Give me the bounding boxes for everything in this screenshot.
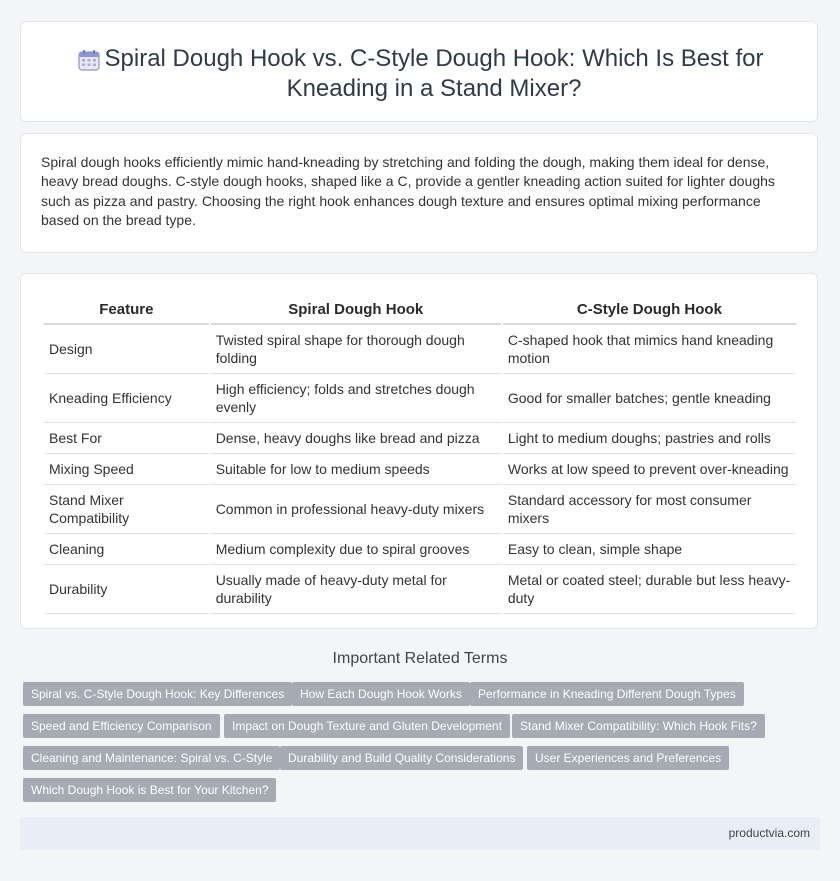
table-cell: Metal or coated steel; durable but less heavy-duty (503, 565, 796, 614)
table-cell: Good for smaller batches; gentle kneading (503, 374, 796, 423)
table-cell: Suitable for low to medium speeds (211, 454, 501, 485)
related-term-tag[interactable]: Which Dough Hook is Best for Your Kitchen? (23, 778, 276, 802)
table-cell: Works at low speed to prevent over-kneading (503, 454, 796, 485)
table-cell: Kneading Efficiency (44, 374, 209, 423)
table-row (44, 325, 796, 374)
table-cell: Design (44, 325, 209, 374)
table-cell: Standard accessory for most consumer mixers (503, 485, 796, 534)
comparison-card (20, 273, 818, 629)
table-cell: Light to medium doughs; pastries and rolls (503, 423, 796, 454)
related-term-tag[interactable]: Performance in Kneading Different Dough Types (470, 682, 744, 706)
table-cell: Twisted spiral shape for thorough dough folding (211, 325, 501, 374)
table-row (44, 454, 796, 485)
related-term-tag[interactable]: User Experiences and Preferences (527, 746, 729, 770)
related-term-tag[interactable]: Cleaning and Maintenance: Spiral vs. C-Style (23, 746, 280, 770)
table-cell: Medium complexity due to spiral grooves (211, 534, 501, 565)
page-title: Spiral Dough Hook vs. C-Style Dough Hook: Which Is Best for Kneading in a Stand Mixer? (104, 45, 764, 102)
footer-site-link[interactable]: productvia.com (728, 826, 810, 840)
column-header: Spiral Dough Hook (211, 295, 501, 325)
related-term-tag[interactable]: Stand Mixer Compatibility: Which Hook Fits? (512, 714, 765, 738)
table-cell: Usually made of heavy-duty metal for durability (211, 565, 501, 614)
table-cell: Mixing Speed (44, 454, 209, 485)
related-term-tag[interactable]: Durability and Build Quality Considerations (280, 746, 523, 770)
table-cell: Easy to clean, simple shape (503, 534, 796, 565)
related-term-tag[interactable]: Impact on Dough Texture and Gluten Development (224, 714, 510, 738)
table-cell: Durability (44, 565, 209, 614)
title-card (20, 21, 818, 122)
table-row (44, 534, 796, 565)
table-cell: Cleaning (44, 534, 209, 565)
table-cell: Stand Mixer Compatibility (44, 485, 209, 534)
related-term-tag[interactable]: How Each Dough Hook Works (292, 682, 470, 706)
table-row (44, 374, 796, 423)
table-header-row (44, 295, 796, 325)
column-header: Feature (44, 295, 209, 325)
column-header: C-Style Dough Hook (503, 295, 796, 325)
footer (20, 817, 820, 850)
intro-paragraph: Spiral dough hooks efficiently mimic hand-kneading by stretching and folding the dough, making them ideal for dense, heavy bread doughs. C-style dough hooks, shaped like a C, provide a gentler kneading action suited for lighter doughs such as pizza and pastry. Choosing the right hook enhances dough texture and ensures optimal mixing performance based on the bread type. (41, 154, 775, 228)
table-row (44, 423, 796, 454)
table-cell: C-shaped hook that mimics hand kneading motion (503, 325, 796, 374)
table-cell: Dense, heavy doughs like bread and pizza (211, 423, 501, 454)
related-terms-title: Important Related Terms (332, 650, 508, 667)
table-row (44, 565, 796, 614)
table-cell: Best For (44, 423, 209, 454)
comparison-table (42, 295, 798, 614)
related-term-tag[interactable]: Speed and Efficiency Comparison (23, 714, 220, 738)
table-cell: High efficiency; folds and stretches dough evenly (211, 374, 501, 423)
intro-card (20, 133, 818, 253)
related-term-tag[interactable]: Spiral vs. C-Style Dough Hook: Key Differences (23, 682, 292, 706)
table-cell: Common in professional heavy-duty mixers (211, 485, 501, 534)
table-row (44, 485, 796, 534)
